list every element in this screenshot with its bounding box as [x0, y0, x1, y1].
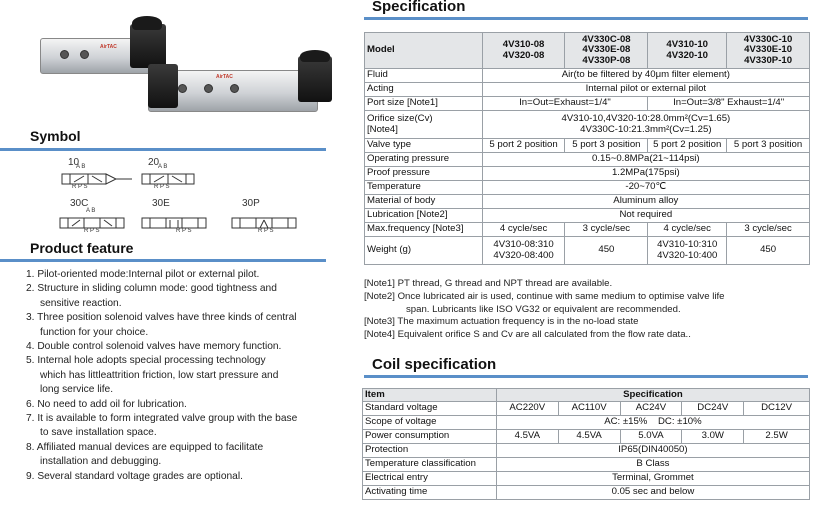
feature-item: 5. Internal hole adopts special processing technology which has littleattrition friction, low start pressure and long service life. [26, 355, 279, 396]
specification-title: Specification [372, 0, 466, 15]
feature-item: 3. Three position solenoid valves have three kinds of central function for your choice. [26, 312, 297, 338]
spec-row: Acting Internal pilot or external pilot [365, 83, 810, 97]
feature-item: 4. Double control solenoid valves have memory function. [26, 341, 282, 353]
port-labels: R P S [72, 184, 88, 190]
feature-item: 1. Pilot-oriented mode:Internal pilot or external pilot. [26, 269, 260, 280]
model-cell: 4V330C-08 4V330E-08 4V330P-08 [565, 33, 648, 69]
product-feature-title: Product feature [30, 240, 134, 256]
symbol-label-10: 10 [68, 157, 80, 168]
coil-row: Scope of voltage AC: ±15% DC: ±10% [363, 416, 810, 430]
spec-row: Port size [Note1] In=Out=Exhaust=1/4" In=Out=3/8" Exhaust=1/4" [365, 97, 810, 111]
coil-header-row: Item Specification [363, 389, 810, 402]
spec-row: Material of body Aluminum alloy [365, 195, 810, 209]
valve-image-large [148, 50, 348, 120]
spec-row: Operating pressure 0.15~0.8MPa(21~114psi) [365, 153, 810, 167]
model-cell: 4V310-10 4V320-10 [648, 33, 727, 69]
note-line: [Note3] The maximum actuation frequency is in the no-load state [364, 316, 639, 328]
port-labels: A B [158, 164, 168, 170]
feature-item: 9. Several standard voltage grades are optional. [26, 470, 243, 482]
port-labels: R P S [258, 228, 274, 234]
port-labels: R P S [84, 228, 100, 234]
spec-row: Orifice size(Cv) [Note4] 4V310-10,4V320-10:28.0mm²(Cv=1.65) 4V330C-10:21.3mm²(Cv=1.25) [365, 111, 810, 139]
valve-symbol-20 [140, 166, 220, 188]
spec-row: Lubrication [Note2] Not required [365, 209, 810, 223]
symbol-label-30e: 30E [152, 198, 170, 209]
note-line: [Note1] PT thread, G thread and NPT thread are available. [364, 278, 613, 289]
feature-item: 8. Affiliated manual devices are equipped to facilitate installation and debugging. [26, 441, 264, 468]
note-line: span. Lubricants like ISO VG32 or equivalent are recommended. [406, 303, 681, 315]
coil-row: Power consumption 4.5VA 4.5VA 5.0VA 3.0W 2.5W [363, 430, 810, 444]
port-labels: R P S [154, 184, 170, 190]
coil-divider [364, 375, 808, 378]
feature-item: 7. It is available to form integrated valve group with the base to save installation space. [26, 413, 298, 439]
feature-list [26, 268, 326, 484]
model-row [365, 33, 810, 69]
spec-row: Max.frequency [Note3] 4 cycle/sec 3 cycle/sec 4 cycle/sec 3 cycle/sec [365, 223, 810, 237]
port-labels: A B [76, 164, 86, 170]
spec-divider [364, 17, 808, 20]
coil-table [362, 388, 810, 500]
feature-divider [0, 259, 326, 262]
product-photo [30, 6, 350, 118]
model-label: Model [365, 33, 483, 69]
spec-row: Fluid Air(to be filtered by 40μm filter element) [365, 69, 810, 83]
symbol-label-30c: 30C [70, 198, 89, 209]
model-cell: 4V310-08 4V320-08 [482, 33, 565, 69]
feature-item: 2. Structure in sliding column mode: good tightness and sensitive reaction. [26, 283, 277, 309]
spec-row: Temperature -20~70℃ [365, 181, 810, 195]
note-line: [Note2] Once lubricated air is used, continue with same medium to optimise valve life [364, 290, 725, 302]
port-labels: R P S [176, 228, 192, 234]
brand-label: AirTAC [100, 44, 117, 50]
spec-notes [364, 278, 824, 342]
note-line: [Note4] Equivalent orifice S and Cv are all calculated from the flow rate data.. [364, 329, 691, 341]
port-labels: A B [86, 208, 96, 214]
coil-row: Electrical entry Terminal, Grommet [363, 472, 810, 486]
feature-item: 6. No need to add oil for lubrication. [26, 398, 187, 410]
spec-row: Valve type 5 port 2 position 5 port 3 position 5 port 2 position 5 port 3 position [365, 139, 810, 153]
symbol-divider [0, 148, 326, 151]
model-cell: 4V330C-10 4V330E-10 4V330P-10 [727, 33, 810, 69]
coil-row: Activating time 0.05 sec and below [363, 486, 810, 500]
coil-spec-title: Coil specification [372, 356, 497, 373]
spec-row: Proof pressure 1.2MPa(175psi) [365, 167, 810, 181]
symbol-label-20: 20 [148, 157, 160, 168]
coil-row: Protection IP65(DIN40050) [363, 444, 810, 458]
specification-table [364, 32, 810, 265]
coil-row: Temperature classification B Class [363, 458, 810, 472]
symbol-title: Symbol [30, 128, 81, 144]
spec-row: Weight (g) 4V310-08:310 4V320-08:400 450 4V310-10:310 4V320-10:400 450 [365, 237, 810, 265]
brand-label: AirTAC [216, 74, 233, 80]
symbol-label-30p: 30P [242, 198, 260, 209]
coil-row: Standard voltage AC220V AC110V AC24V DC24V DC12V [363, 402, 810, 416]
